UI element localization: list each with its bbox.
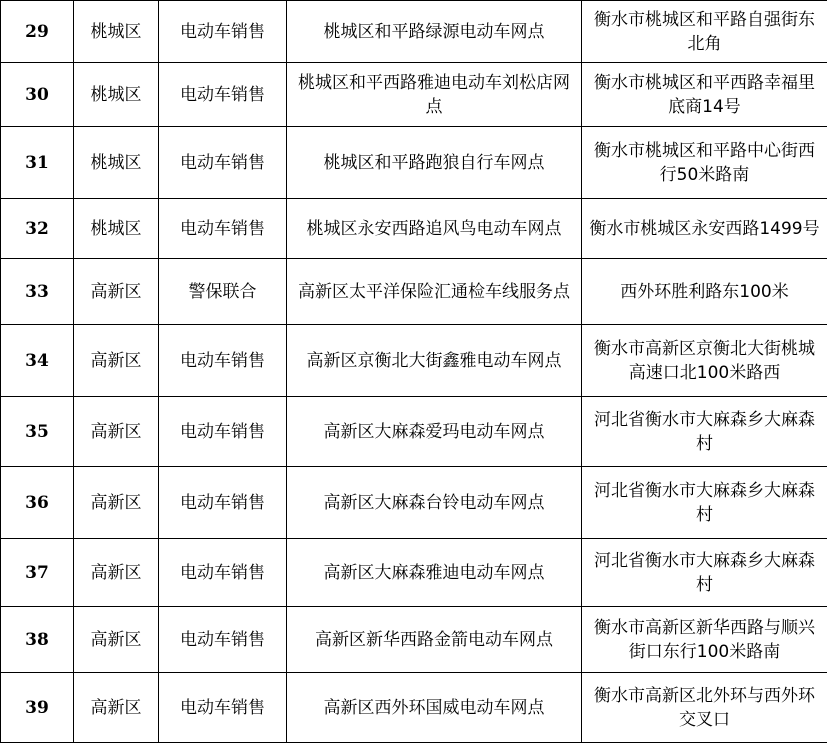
table-row bbox=[1, 467, 827, 539]
table-row bbox=[1, 63, 827, 127]
address-cell: 衡水市高新区新华西路与顺兴街口东行100米路南 bbox=[582, 607, 827, 673]
district-cell: 高新区 bbox=[74, 607, 159, 673]
table-row bbox=[1, 127, 827, 199]
table-row bbox=[1, 673, 827, 743]
outlet-name-cell: 高新区西外环国威电动车网点 bbox=[287, 673, 582, 743]
row-number: 34 bbox=[1, 325, 74, 397]
district-cell: 高新区 bbox=[74, 539, 159, 607]
category-cell: 电动车销售 bbox=[159, 397, 287, 467]
row-number: 38 bbox=[1, 607, 74, 673]
outlet-name-cell: 桃城区永安西路追风鸟电动车网点 bbox=[287, 199, 582, 259]
category-cell: 电动车销售 bbox=[159, 539, 287, 607]
address-cell: 河北省衡水市大麻森乡大麻森村 bbox=[582, 397, 827, 467]
row-number: 39 bbox=[1, 673, 74, 743]
category-cell: 电动车销售 bbox=[159, 467, 287, 539]
table-row bbox=[1, 607, 827, 673]
table-row bbox=[1, 259, 827, 325]
table-row bbox=[1, 1, 827, 63]
district-cell: 桃城区 bbox=[74, 63, 159, 127]
category-cell: 电动车销售 bbox=[159, 1, 287, 63]
table-row bbox=[1, 397, 827, 467]
category-cell: 电动车销售 bbox=[159, 63, 287, 127]
category-cell: 警保联合 bbox=[159, 259, 287, 325]
row-number: 35 bbox=[1, 397, 74, 467]
outlet-name-cell: 高新区大麻森雅迪电动车网点 bbox=[287, 539, 582, 607]
district-cell: 高新区 bbox=[74, 325, 159, 397]
district-cell: 桃城区 bbox=[74, 1, 159, 63]
outlet-name-cell: 高新区大麻森爱玛电动车网点 bbox=[287, 397, 582, 467]
district-cell: 桃城区 bbox=[74, 199, 159, 259]
row-number: 37 bbox=[1, 539, 74, 607]
outlet-name-cell: 高新区京衡北大街鑫雅电动车网点 bbox=[287, 325, 582, 397]
outlet-name-cell: 高新区太平洋保险汇通检车线服务点 bbox=[287, 259, 582, 325]
outlet-table-body bbox=[1, 1, 827, 743]
address-cell: 衡水市高新区北外环与西外环交叉口 bbox=[582, 673, 827, 743]
address-cell: 河北省衡水市大麻森乡大麻森村 bbox=[582, 467, 827, 539]
category-cell: 电动车销售 bbox=[159, 127, 287, 199]
table-row bbox=[1, 539, 827, 607]
address-cell: 衡水市桃城区和平路自强街东北角 bbox=[582, 1, 827, 63]
address-cell: 衡水市桃城区永安西路1499号 bbox=[582, 199, 827, 259]
category-cell: 电动车销售 bbox=[159, 607, 287, 673]
row-number: 30 bbox=[1, 63, 74, 127]
address-cell: 衡水市高新区京衡北大街桃城高速口北100米路西 bbox=[582, 325, 827, 397]
address-cell: 河北省衡水市大麻森乡大麻森村 bbox=[582, 539, 827, 607]
district-cell: 高新区 bbox=[74, 673, 159, 743]
row-number: 36 bbox=[1, 467, 74, 539]
table-row bbox=[1, 325, 827, 397]
address-cell: 衡水市桃城区和平西路幸福里底商14号 bbox=[582, 63, 827, 127]
address-cell: 西外环胜利路东100米 bbox=[582, 259, 827, 325]
row-number: 31 bbox=[1, 127, 74, 199]
outlet-name-cell: 桃城区和平西路雅迪电动车刘松店网点 bbox=[287, 63, 582, 127]
category-cell: 电动车销售 bbox=[159, 325, 287, 397]
district-cell: 高新区 bbox=[74, 259, 159, 325]
district-cell: 高新区 bbox=[74, 397, 159, 467]
outlet-name-cell: 桃城区和平路跑狼自行车网点 bbox=[287, 127, 582, 199]
row-number: 29 bbox=[1, 1, 74, 63]
category-cell: 电动车销售 bbox=[159, 673, 287, 743]
table-row bbox=[1, 199, 827, 259]
outlet-name-cell: 高新区大麻森台铃电动车网点 bbox=[287, 467, 582, 539]
district-cell: 桃城区 bbox=[74, 127, 159, 199]
category-cell: 电动车销售 bbox=[159, 199, 287, 259]
outlet-name-cell: 桃城区和平路绿源电动车网点 bbox=[287, 1, 582, 63]
address-cell: 衡水市桃城区和平路中心街西行50米路南 bbox=[582, 127, 827, 199]
row-number: 33 bbox=[1, 259, 74, 325]
district-cell: 高新区 bbox=[74, 467, 159, 539]
row-number: 32 bbox=[1, 199, 74, 259]
outlet-name-cell: 高新区新华西路金箭电动车网点 bbox=[287, 607, 582, 673]
